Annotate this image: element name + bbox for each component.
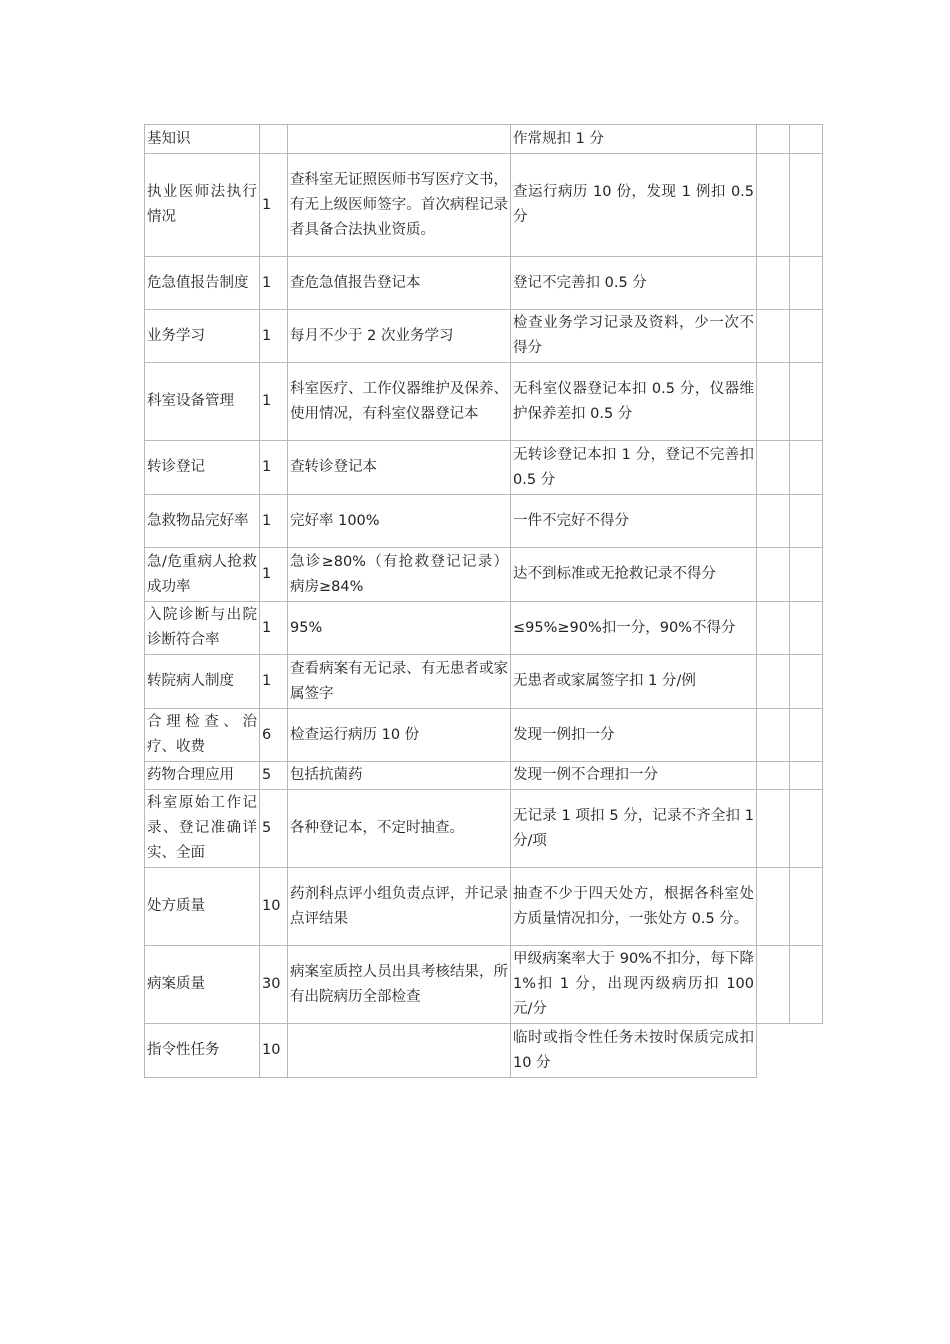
item-text: 科室设备管理	[147, 393, 234, 409]
item-text: 急/危重病人抢救成功率	[147, 553, 257, 595]
table-row	[145, 125, 823, 154]
rule-text: ≤95%≥90%扣一分，90%不得分	[513, 619, 736, 636]
rule-cell	[511, 946, 757, 1024]
rule-cell	[511, 790, 757, 868]
blank-cell	[757, 548, 790, 602]
method-cell	[288, 310, 511, 363]
rule-cell	[511, 363, 757, 441]
item-text: 转院病人制度	[147, 673, 234, 689]
item-text: 病案质量	[147, 976, 205, 992]
item-cell	[145, 363, 260, 441]
rule-text: 发现一例不合理扣一分	[513, 767, 658, 783]
blank-cell	[757, 602, 790, 655]
method-cell	[288, 868, 511, 946]
rule-text: 抽查不少于四天处方，根据各科室处方质量情况扣分，一张处方 0.5 分。	[513, 885, 754, 927]
blank-cell	[757, 655, 790, 709]
method-text: 查危急值报告登记本	[290, 274, 421, 291]
table-row	[145, 655, 823, 709]
blank-cell	[790, 495, 823, 548]
method-text: 每月不少于 2 次业务学习	[290, 327, 454, 344]
score-text: 1	[262, 196, 272, 213]
blank-cell	[790, 655, 823, 709]
score-cell	[260, 310, 288, 363]
method-cell	[288, 125, 511, 154]
method-text: 各种登记本，不定时抽查。	[290, 820, 464, 836]
method-text: 包括抗菌药	[290, 767, 363, 783]
rule-cell	[511, 655, 757, 709]
table-row	[145, 602, 823, 655]
table-row	[145, 868, 823, 946]
rule-cell	[511, 602, 757, 655]
blank-cell	[790, 790, 823, 868]
rule-text: 检查业务学习记录及资料，少一次不得分	[513, 315, 754, 356]
item-cell	[145, 154, 260, 257]
blank-cell	[757, 363, 790, 441]
score-text: 6	[262, 726, 272, 743]
rule-cell	[511, 1024, 757, 1078]
score-text: 1	[262, 327, 272, 344]
score-text: 10	[262, 1042, 281, 1058]
score-text: 1	[262, 619, 272, 636]
score-cell	[260, 1024, 288, 1078]
blank-cell	[790, 441, 823, 495]
method-text: 药剂科点评小组负责点评，并记录点评结果	[290, 885, 508, 927]
rule-text: 一件不完好不得分	[513, 512, 629, 529]
method-text: 查看病案有无记录、有无患者或家属签字	[290, 660, 508, 702]
rule-text: 作常规扣 1 分	[513, 130, 604, 147]
assessment-table	[144, 124, 823, 1078]
blank-cell	[757, 441, 790, 495]
table-row	[145, 762, 823, 790]
table-row	[145, 709, 823, 762]
score-cell	[260, 868, 288, 946]
rule-text: 无记录 1 项扣 5 分，记录不齐全扣 1 分/项	[513, 807, 754, 849]
item-cell	[145, 310, 260, 363]
rule-text: 无转诊登记本扣 1 分，登记不完善扣 0.5 分	[513, 446, 754, 488]
item-text: 处方质量	[147, 898, 205, 914]
method-cell	[288, 946, 511, 1024]
score-cell	[260, 946, 288, 1024]
blank-cell	[757, 495, 790, 548]
score-cell	[260, 790, 288, 868]
blank-cell	[790, 310, 823, 363]
rule-cell	[511, 257, 757, 310]
blank-cell	[757, 709, 790, 762]
blank-cell	[790, 946, 823, 1024]
score-text: 10	[262, 898, 281, 914]
item-text: 入院诊断与出院诊断符合率	[147, 607, 257, 648]
method-text: 急诊≥80%（有抢救登记记录）病房≥84%	[290, 553, 508, 595]
rule-cell	[511, 154, 757, 257]
blank-cell	[790, 602, 823, 655]
item-cell	[145, 868, 260, 946]
blank-cell	[790, 709, 823, 762]
item-text: 科室原始工作记录、登记准确详实、全面	[147, 795, 257, 861]
item-cell	[145, 548, 260, 602]
rule-cell	[511, 125, 757, 154]
blank-cell	[757, 790, 790, 868]
blank-cell	[790, 1024, 823, 1078]
blank-cell	[757, 868, 790, 946]
blank-cell	[790, 868, 823, 946]
rule-cell	[511, 762, 757, 790]
rule-text: 甲级病案率大于 90%不扣分，每下降 1%扣 1 分，出现丙级病历扣 100 元/分	[513, 951, 754, 1017]
score-cell	[260, 602, 288, 655]
blank-cell	[757, 154, 790, 257]
blank-cell	[790, 363, 823, 441]
score-cell	[260, 441, 288, 495]
item-text: 基知识	[147, 130, 191, 147]
table-row	[145, 946, 823, 1024]
rule-text: 登记不完善扣 0.5 分	[513, 274, 647, 291]
blank-cell	[790, 762, 823, 790]
score-text: 5	[262, 767, 272, 783]
item-cell	[145, 709, 260, 762]
rule-cell	[511, 495, 757, 548]
method-cell	[288, 762, 511, 790]
method-cell	[288, 154, 511, 257]
rule-cell	[511, 709, 757, 762]
item-text: 指令性任务	[147, 1042, 220, 1058]
table-row	[145, 310, 823, 363]
score-text: 1	[262, 673, 272, 689]
method-cell	[288, 495, 511, 548]
blank-cell	[790, 548, 823, 602]
method-text: 病案室质控人员出具考核结果，所有出院病历全部检查	[290, 963, 508, 1005]
item-text: 业务学习	[147, 327, 205, 344]
score-cell	[260, 709, 288, 762]
table-row	[145, 495, 823, 548]
method-text: 95%	[290, 619, 323, 636]
blank-cell	[757, 946, 790, 1024]
blank-cell	[757, 257, 790, 310]
method-cell	[288, 602, 511, 655]
item-cell	[145, 602, 260, 655]
method-text: 完好率 100%	[290, 512, 380, 529]
score-text: 1	[262, 393, 272, 409]
blank-cell	[790, 125, 823, 154]
item-cell	[145, 257, 260, 310]
table-row	[145, 548, 823, 602]
method-cell	[288, 1024, 511, 1078]
method-text: 查科室无证照医师书写医疗文书，有无上级医师签字。首次病程记录者具备合法执业资质。	[290, 171, 508, 238]
rule-text: 无患者或家属签字扣 1 分/例	[513, 673, 696, 689]
blank-cell	[757, 1024, 790, 1078]
method-cell	[288, 548, 511, 602]
score-cell	[260, 154, 288, 257]
rule-cell	[511, 868, 757, 946]
score-cell	[260, 548, 288, 602]
score-cell	[260, 257, 288, 310]
score-cell	[260, 363, 288, 441]
method-cell	[288, 709, 511, 762]
blank-cell	[757, 125, 790, 154]
score-cell	[260, 655, 288, 709]
item-text: 危急值报告制度	[147, 274, 249, 291]
rule-text: 无科室仪器登记本扣 0.5 分，仪器维护保养差扣 0.5 分	[513, 380, 754, 422]
rule-text: 查运行病历 10 份，发现 1 例扣 0.5 分	[513, 184, 754, 225]
blank-cell	[790, 257, 823, 310]
method-cell	[288, 790, 511, 868]
score-text: 30	[262, 976, 281, 992]
item-cell	[145, 655, 260, 709]
table-row	[145, 790, 823, 868]
table-row	[145, 441, 823, 495]
item-cell	[145, 946, 260, 1024]
rule-text: 发现一例扣一分	[513, 726, 615, 743]
item-cell	[145, 1024, 260, 1078]
item-cell	[145, 762, 260, 790]
table-row	[145, 363, 823, 441]
item-cell	[145, 790, 260, 868]
score-text: 1	[262, 274, 272, 291]
rule-cell	[511, 548, 757, 602]
method-cell	[288, 441, 511, 495]
score-cell	[260, 495, 288, 548]
method-cell	[288, 257, 511, 310]
method-text: 科室医疗、工作仪器维护及保养、使用情况，有科室仪器登记本	[290, 380, 508, 422]
item-text: 合理检查、治疗、收费	[147, 714, 257, 755]
method-cell	[288, 655, 511, 709]
table-row	[145, 257, 823, 310]
method-cell	[288, 363, 511, 441]
item-cell	[145, 441, 260, 495]
blank-cell	[757, 762, 790, 790]
item-cell	[145, 495, 260, 548]
score-text: 5	[262, 820, 272, 836]
table-row	[145, 154, 823, 257]
item-text: 药物合理应用	[147, 767, 234, 783]
item-text: 转诊登记	[147, 459, 205, 475]
rule-text: 临时或指令性任务未按时保质完成扣 10 分	[513, 1029, 754, 1071]
method-text: 查转诊登记本	[290, 459, 377, 475]
blank-cell	[790, 154, 823, 257]
score-cell	[260, 125, 288, 154]
score-cell	[260, 762, 288, 790]
score-text: 1	[262, 459, 272, 475]
item-cell	[145, 125, 260, 154]
score-text: 1	[262, 566, 272, 582]
score-text: 1	[262, 512, 272, 529]
blank-cell	[757, 310, 790, 363]
method-text: 检查运行病历 10 份	[290, 726, 420, 743]
table-row	[145, 1024, 823, 1078]
rule-cell	[511, 441, 757, 495]
rule-text: 达不到标准或无抢救记录不得分	[513, 566, 716, 582]
item-text: 执业医师法执行情况	[147, 184, 257, 225]
item-text: 急救物品完好率	[147, 512, 249, 529]
rule-cell	[511, 310, 757, 363]
